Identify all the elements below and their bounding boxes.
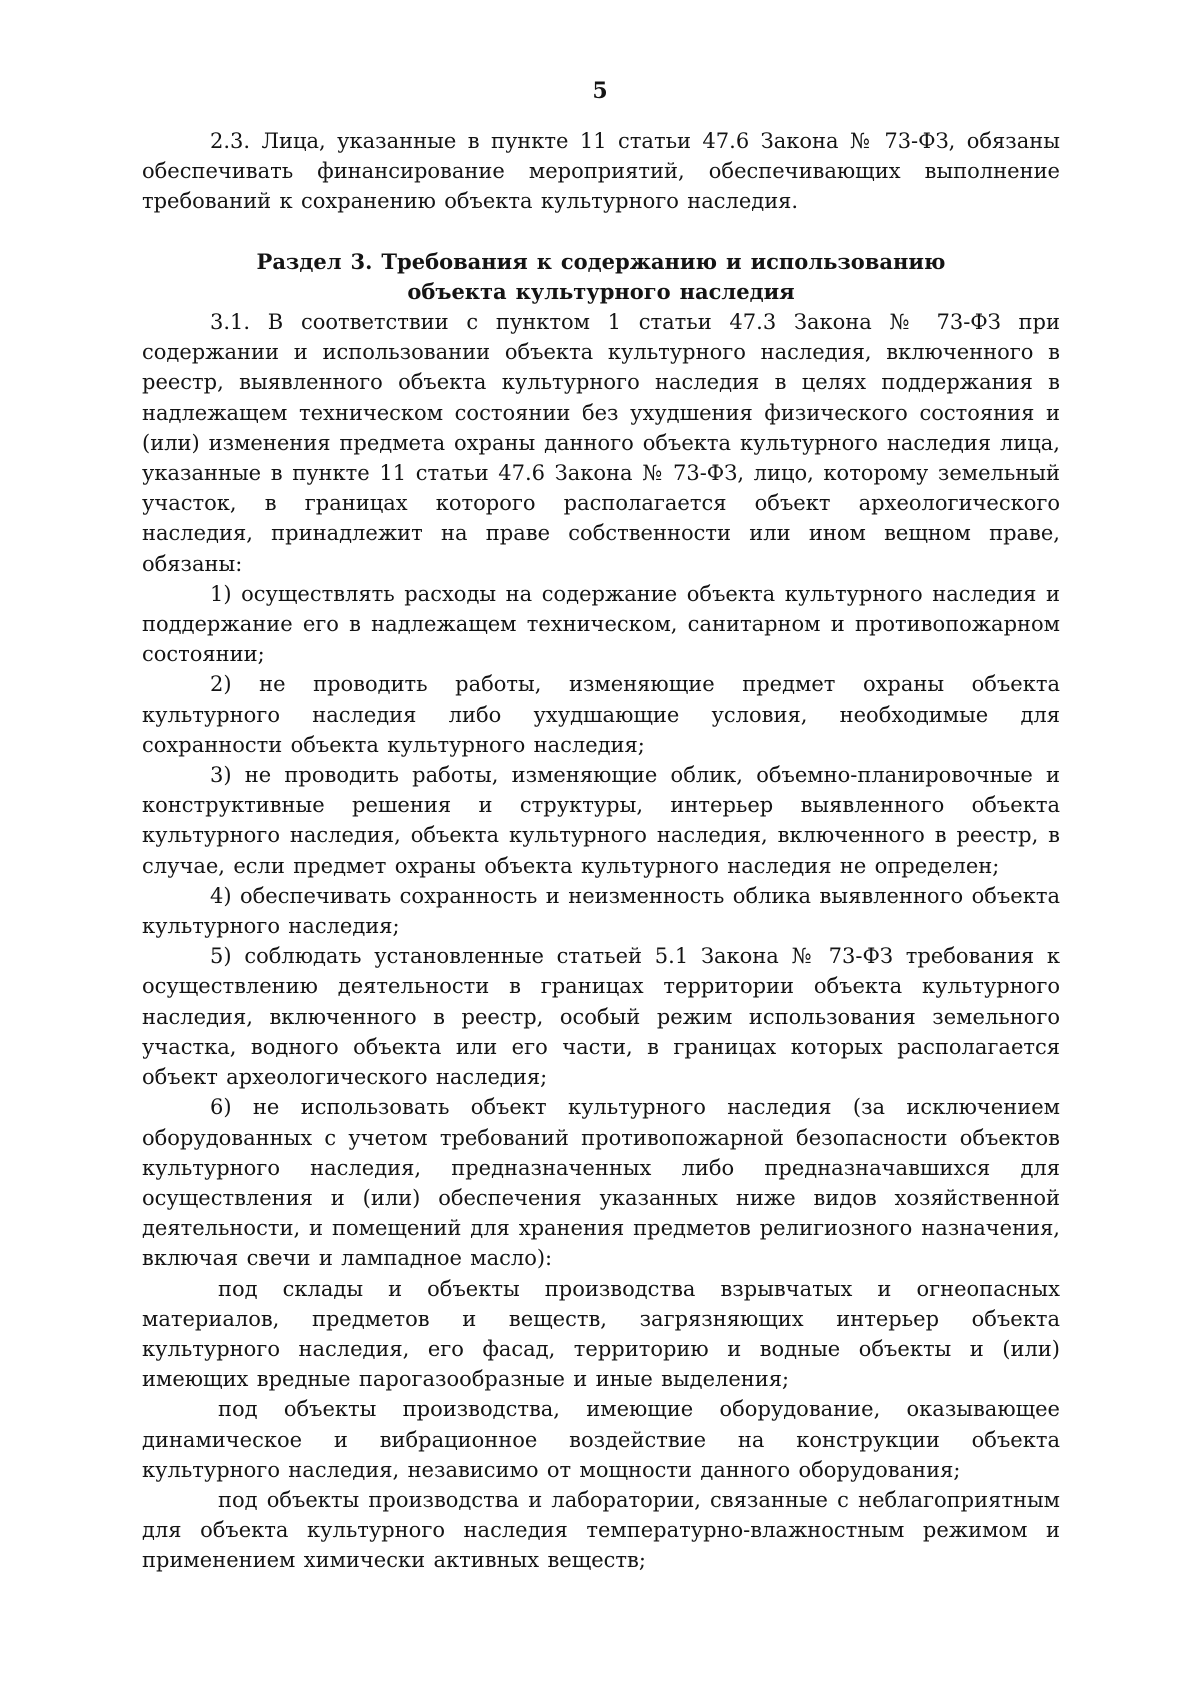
section-3-title	[142, 247, 1060, 307]
sub-item-laboratories: под объекты производства и лаборатории, связанные с неблагоприятным для объекта культурного наследия температурно-влажностным режимом и применением химически активных веществ;	[142, 1487, 1060, 1573]
sub-item-warehouses: под склады и объекты производства взрывчатых и огнеопасных материалов, предметов и веществ, загрязняющих интерьер объекта культурного наследия, его фасад, территорию и водные объекты и (или) имеющих вредные парогазообразные и иные выделения;	[142, 1276, 1060, 1392]
list-item-4: 4) обеспечивать сохранность и неизменность облика выявленного объекта культурного наследия;	[142, 883, 1060, 939]
section-3-title-line-2: объекта культурного наследия	[407, 278, 795, 304]
page-number: 5	[592, 78, 608, 104]
list-item-6: 6) не использовать объект культурного наследия (за исключением оборудованных с учетом требований противопожарной безопасности объектов культурного наследия, предназначенных либо предназначавшихся для осуществления и (или) обеспечения указанных ниже видов хозяйственной деятельности, и помещений для хранения предметов религиозного назначения, включая свечи и лампадное масло):	[142, 1095, 1060, 1271]
section-3-title-line-1: Раздел 3. Требования к содержанию и использованию	[256, 248, 946, 274]
list-item-2: 2) не проводить работы, изменяющие предмет охраны объекта культурного наследия либо ухудшающие условия, необходимые для сохранности объекта культурного наследия;	[142, 672, 1060, 757]
paragraph-3-1: 3.1. В соответствии с пунктом 1 статьи 47.3 Закона № 73-ФЗ при содержании и использовании объекта культурного наследия, включенного в реестр, выявленного объекта культурного наследия в целях поддержания в надлежащем техническом состоянии без ухудшения физического состояния и (или) изменения предмета охраны данного объекта культурного наследия лица, указанные в пункте 11 статьи 47.6 Закона № 73-ФЗ, лицо, которому земельный участок, в границах которого располагается объект археологического наследия, принадлежит на праве собственности или ином вещном праве, обязаны:	[142, 310, 1060, 576]
paragraph-2-3: 2.3. Лица, указанные в пункте 11 статьи 47.6 Закона № 73-ФЗ, обязаны обеспечивать финансирование мероприятий, обеспечивающих выполнение требований к сохранению объекта культурного наследия.	[142, 129, 1060, 214]
document-body	[142, 126, 1060, 1576]
list-item-3: 3) не проводить работы, изменяющие облик, объемно-планировочные и конструктивные решения и структуры, интерьер выявленного объекта культурного наследия, объекта культурного наследия, включенного в реестр, в случае, если предмет охраны объекта культурного наследия не определен;	[142, 763, 1060, 878]
list-item-5: 5) соблюдать установленные статьей 5.1 Закона № 73-ФЗ требования к осуществлению деятельности в границах территории объекта культурного наследия, включенного в реестр, особый режим использования земельного участка, водного объекта или его части, в границах которых располагается объект археологического наследия;	[142, 944, 1060, 1090]
sub-item-vibration: под объекты производства, имеющие оборудование, оказывающее динамическое и вибрационное воздействие на конструкции объекта культурного наследия, независимо от мощности данного оборудования;	[142, 1397, 1060, 1482]
list-item-1: 1) осуществлять расходы на содержание объекта культурного наследия и поддержание его в надлежащем техническом, санитарном и противопожарном состоянии;	[142, 581, 1060, 667]
